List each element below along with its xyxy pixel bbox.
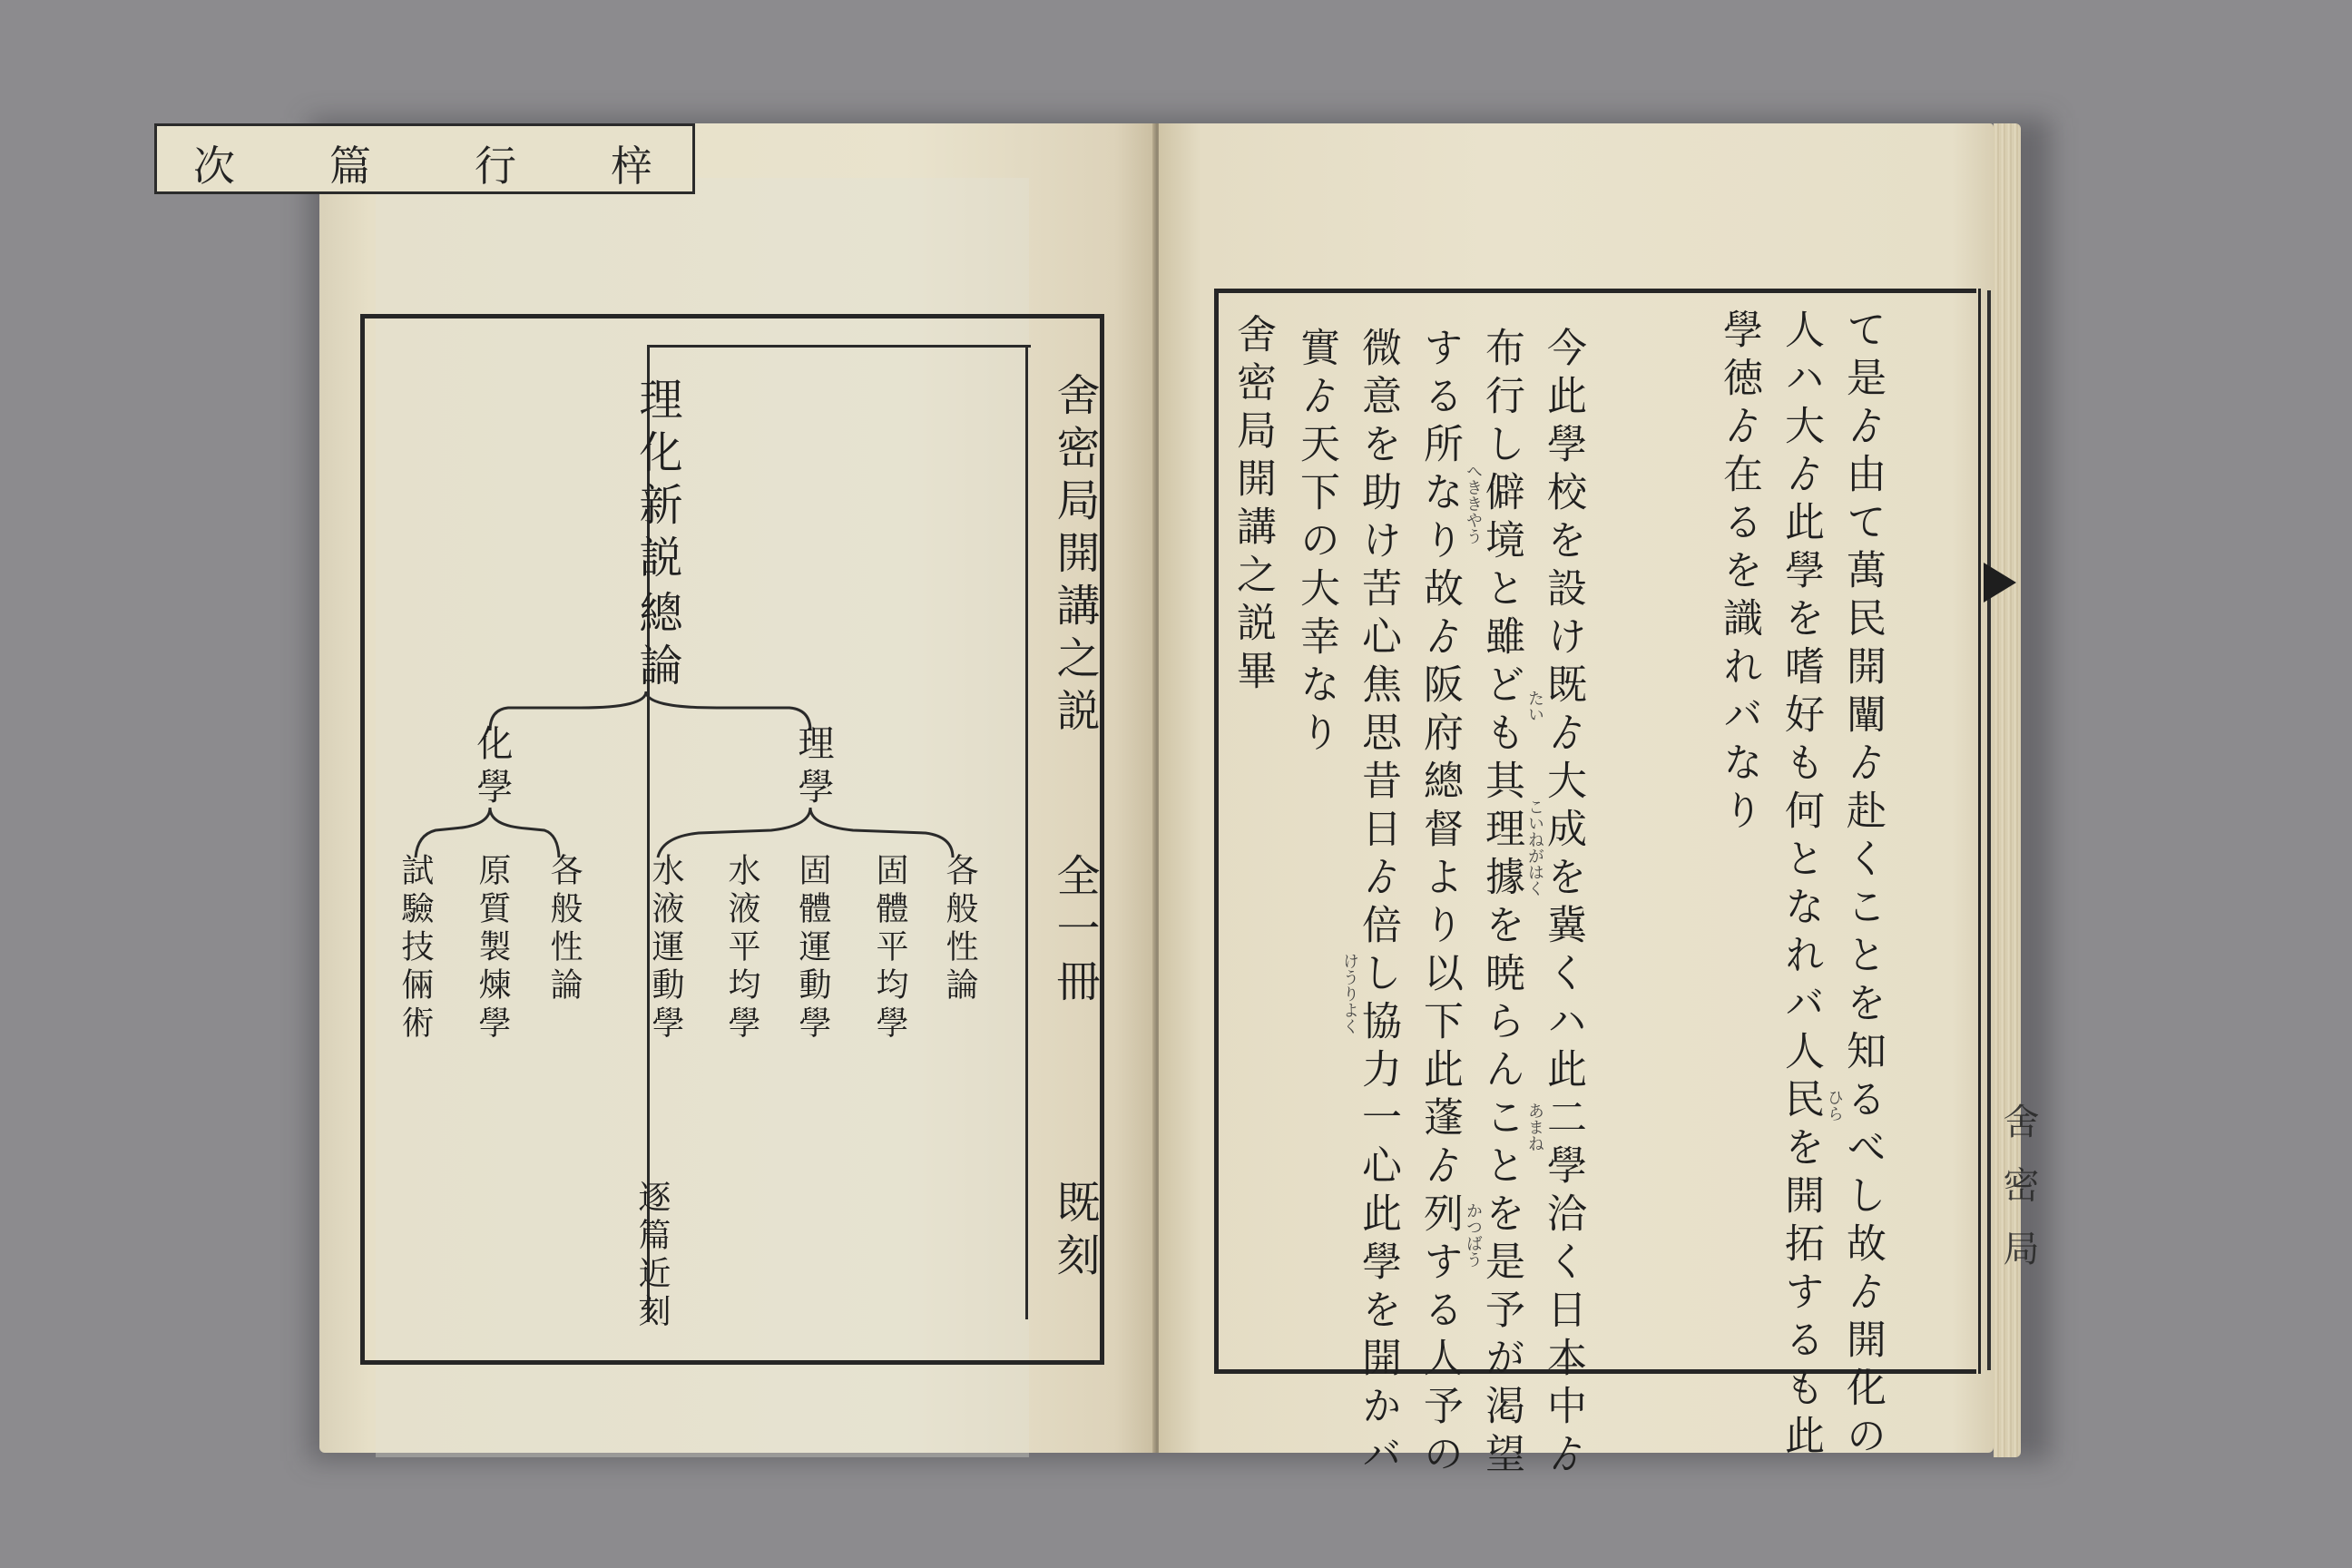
title-char: 篇	[329, 142, 371, 191]
ruby-annotation: たい	[1525, 690, 1544, 722]
ruby-annotation: ひら	[1825, 1089, 1844, 1122]
volume-count: 全一冊	[1049, 853, 1100, 1011]
ruby-annotation: へききやう	[1464, 463, 1483, 544]
ruby-annotation: あまね	[1525, 1102, 1544, 1152]
body-column: 實ゟ天下の大幸なり	[1293, 327, 1339, 760]
branch-chemistry: 化學	[471, 724, 513, 811]
book-title-column: 舍密局開講之説	[1049, 372, 1100, 740]
title-char: 行	[475, 142, 516, 191]
physics-item: 固體平均學	[871, 853, 908, 1044]
ruby-annotation: けうりよく	[1340, 953, 1359, 1034]
closing-title: 舍密局開講之説畢	[1230, 313, 1276, 698]
main-title: 理化新説	[632, 377, 682, 587]
physics-item: 水液平均學	[723, 853, 760, 1044]
physics-item: 水液運動學	[647, 853, 684, 1044]
edge-triangle-mark	[1984, 563, 2016, 603]
edge-title-char: 舍	[1997, 1102, 2039, 1139]
title-char: 梓	[611, 142, 652, 191]
branch-physics: 理學	[792, 724, 834, 811]
forthcoming-note: 逐篇近刻	[633, 1180, 671, 1332]
chemistry-item: 原質製煉學	[474, 853, 511, 1044]
right-frame-right-line	[1978, 289, 1981, 1374]
body-column: 今此學校を設け既ゟ大成を冀くハ此二學洽く日本中ゟ	[1540, 327, 1586, 1481]
published-mark: 既刻	[1049, 1180, 1100, 1285]
right-margin-stub	[1987, 290, 2018, 1370]
body-column: する所なり故ゟ阪府總督より以下此蓬ゟ列する人予の	[1416, 327, 1463, 1481]
overview-label: 總論	[632, 590, 682, 695]
edge-title-char: 密	[1997, 1166, 2039, 1202]
chemistry-item: 各般性論	[545, 853, 583, 1005]
physics-item: 固體運動學	[794, 853, 831, 1044]
chemistry-item: 試驗技倆術	[397, 853, 434, 1044]
body-column: て是ゟ由て萬民開闡ゟ赴くことを知るべし故ゟ開化の	[1839, 309, 1886, 1463]
body-column: 人ハ大ゟ此學を嗜好も何となれバ人民を開拓するも此	[1778, 309, 1824, 1463]
body-column: 學徳ゟ在るを識れバなり	[1716, 309, 1762, 838]
ruby-annotation: かつばう	[1464, 1202, 1483, 1268]
body-column: 微意を助け苦心焦思昔日ゟ倍し協力一心此學を開かバ	[1355, 327, 1401, 1481]
body-column: 布行し僻境と雖ども其理據を暁らんことを是予が渇望	[1478, 327, 1524, 1481]
ruby-annotation: こいねがはく	[1525, 799, 1544, 897]
physics-item: 各般性論	[941, 853, 978, 1005]
edge-title-char: 局	[1997, 1230, 2039, 1266]
title-char: 次	[193, 142, 235, 191]
